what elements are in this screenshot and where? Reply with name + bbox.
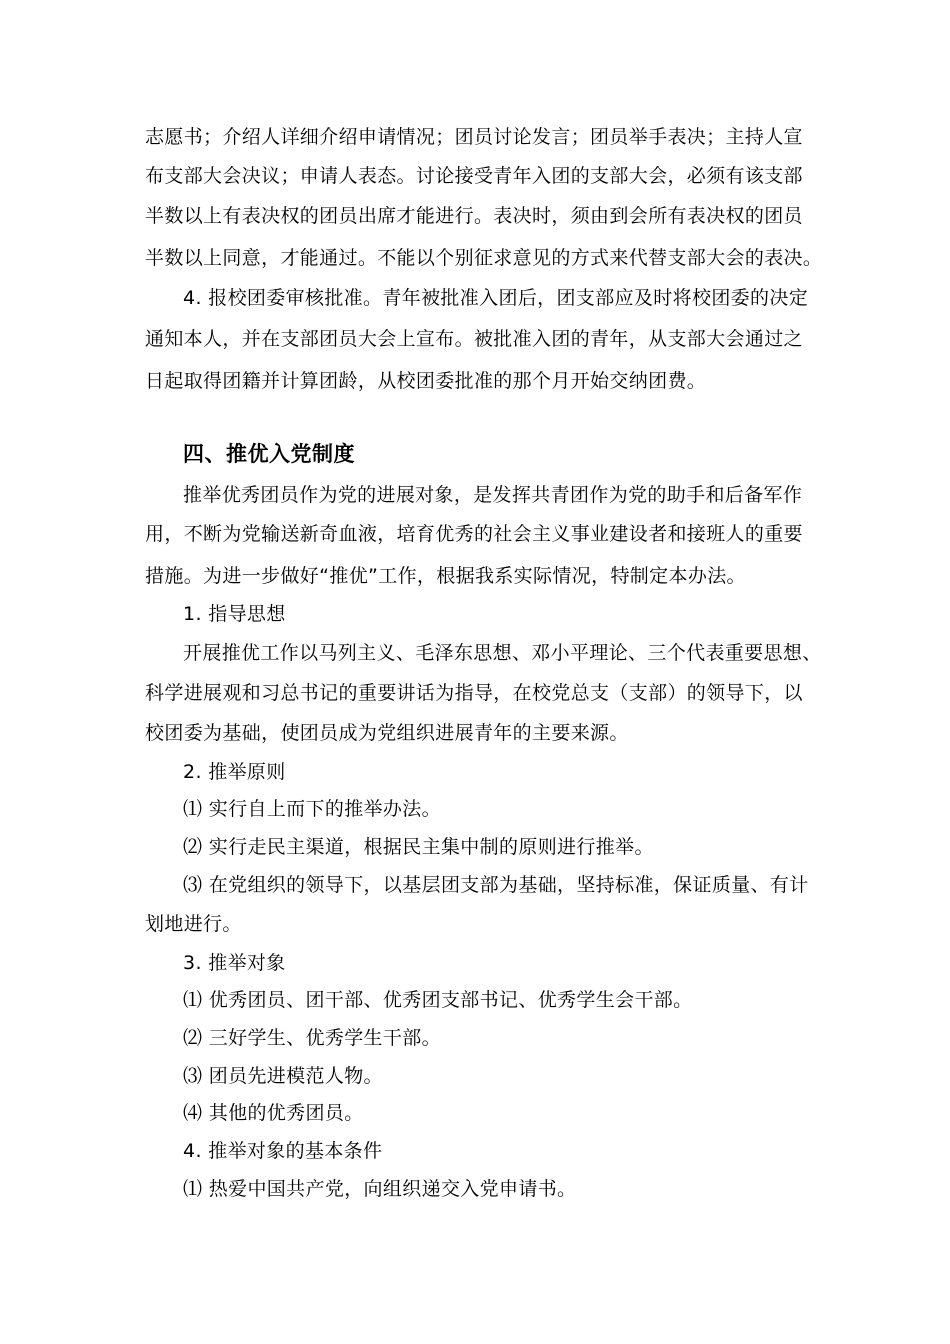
list-item: ⑴ 热爱中国共产党，向组织递交入党申请书。 <box>183 1178 577 1200</box>
paragraph-line: 措施。为进一步做好“推优”工作，根据我系实际情况，特制定本办法。 <box>145 565 746 587</box>
list-item: ⑶ 团员先进模范人物。 <box>183 1065 383 1087</box>
list-item: ⑴ 实行自上而下的推举办法。 <box>183 798 441 820</box>
list-item: ⑵ 三好学生、优秀学生干部。 <box>183 1027 441 1049</box>
list-item: ⑵ 实行走民主渠道，根据民主集中制的原则进行推举。 <box>183 836 654 858</box>
paragraph-line: 开展推优工作以马列主义、毛泽东思想、邓小平理论、三个代表重要思想、 <box>183 642 822 664</box>
paragraph-line: 推举优秀团员作为党的进展对象，是发挥共青团作为党的助手和后备军作 <box>183 484 803 506</box>
subsection-title: 3. 推举对象 <box>183 952 286 974</box>
paragraph-line: 半数以上有表决权的团员出席才能进行。表决时，须由到会所有表决权的团员 <box>145 205 803 227</box>
paragraph-line: 校团委为基础，使团员成为党组织进展青年的主要来源。 <box>145 722 629 744</box>
paragraph-line: 通知本人，并在支部团员大会上宣布。被批准入团的青年，从支部大会通过之 <box>145 328 803 350</box>
paragraph-line: 布支部大会决议；申请人表态。讨论接受青年入团的支部大会，必须有该支部 <box>145 165 803 187</box>
paragraph-line: 半数以上同意，才能通过。不能以个别征求意见的方式来代替支部大会的表决。 <box>145 247 823 269</box>
paragraph-line: 4. 报校团委审核批准。青年被批准入团后，团支部应及时将校团委的决定 <box>183 287 809 309</box>
list-item: ⑶ 在党组织的领导下，以基层团支部为基础，坚持标准，保证质量、有计 <box>183 874 809 896</box>
list-item: ⑷ 其他的优秀团员。 <box>183 1102 364 1124</box>
paragraph-line: 科学进展观和习总书记的重要讲话为指导，在校党总支（支部）的领导下，以 <box>145 682 803 704</box>
subsection-title: 1. 指导思想 <box>183 603 286 625</box>
subsection-title: 2. 推举原则 <box>183 761 286 783</box>
paragraph-line: 日起取得团籍并计算团龄，从校团委批准的那个月开始交纳团费。 <box>145 370 707 392</box>
paragraph-line: 用，不断为党输送新奇血液，培育优秀的社会主义事业建设者和接班人的重要 <box>145 523 803 545</box>
paragraph-line: 志愿书；介绍人详细介绍申请情况；团员讨论发言；团员举手表决；主持人宣 <box>145 126 803 148</box>
subsection-title: 4. 推举对象的基本条件 <box>183 1140 383 1162</box>
paragraph-line: 划地进行。 <box>145 913 242 935</box>
section-heading: 四、推优入党制度 <box>183 442 355 466</box>
list-item: ⑴ 优秀团员、团干部、优秀团支部书记、优秀学生会干部。 <box>183 989 693 1011</box>
